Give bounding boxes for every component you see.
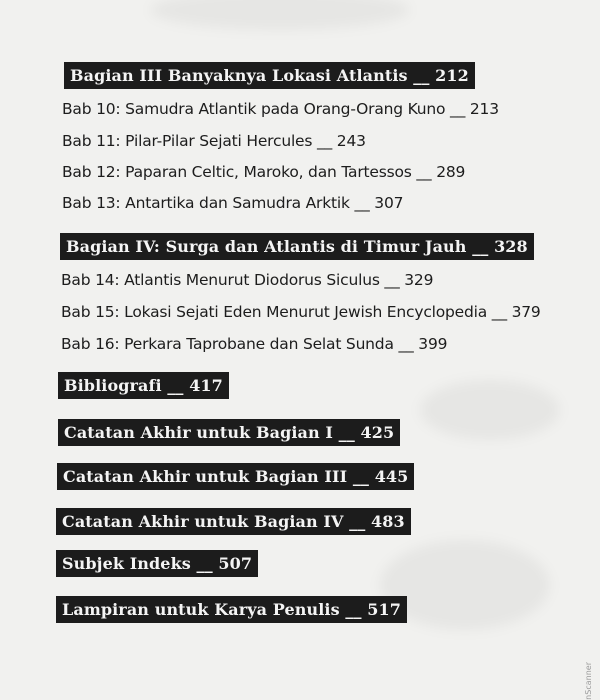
- subject-index-header: Subjek Indeks __ 507: [56, 550, 258, 577]
- toc-entry-bab15: Bab 15: Lokasi Sejati Eden Menurut Jewish Encyclopedia __ 379: [61, 303, 541, 321]
- endnotes-part1-header: Catatan Akhir untuk Bagian I __ 425: [58, 419, 400, 446]
- toc-entry-bab10: Bab 10: Samudra Atlantik pada Orang-Orang Kuno __ 213: [62, 100, 499, 118]
- scanner-watermark: nScanner: [584, 662, 593, 700]
- toc-entry-bab11: Bab 11: Pilar-Pilar Sejati Hercules __ 243: [62, 132, 366, 150]
- part3-header: Bagian III Banyaknya Lokasi Atlantis __ 212: [64, 62, 475, 89]
- toc-entry-bab16: Bab 16: Perkara Taprobane dan Selat Sunda __ 399: [61, 335, 448, 353]
- scan-smudge: [420, 380, 560, 440]
- toc-entry-bab12: Bab 12: Paparan Celtic, Maroko, dan Tartessos __ 289: [62, 163, 466, 181]
- bibliography-header: Bibliografi __ 417: [58, 372, 229, 399]
- part4-header: Bagian IV: Surga dan Atlantis di Timur Jauh __ 328: [60, 233, 534, 260]
- toc-entry-bab13: Bab 13: Antartika dan Samudra Arktik __ 307: [62, 194, 404, 212]
- appendix-header: Lampiran untuk Karya Penulis __ 517: [56, 596, 407, 623]
- scan-smudge: [150, 0, 410, 30]
- endnotes-part3-header: Catatan Akhir untuk Bagian III __ 445: [57, 463, 414, 490]
- toc-entry-bab14: Bab 14: Atlantis Menurut Diodorus Siculus __ 329: [61, 271, 434, 289]
- endnotes-part4-header: Catatan Akhir untuk Bagian IV __ 483: [56, 508, 411, 535]
